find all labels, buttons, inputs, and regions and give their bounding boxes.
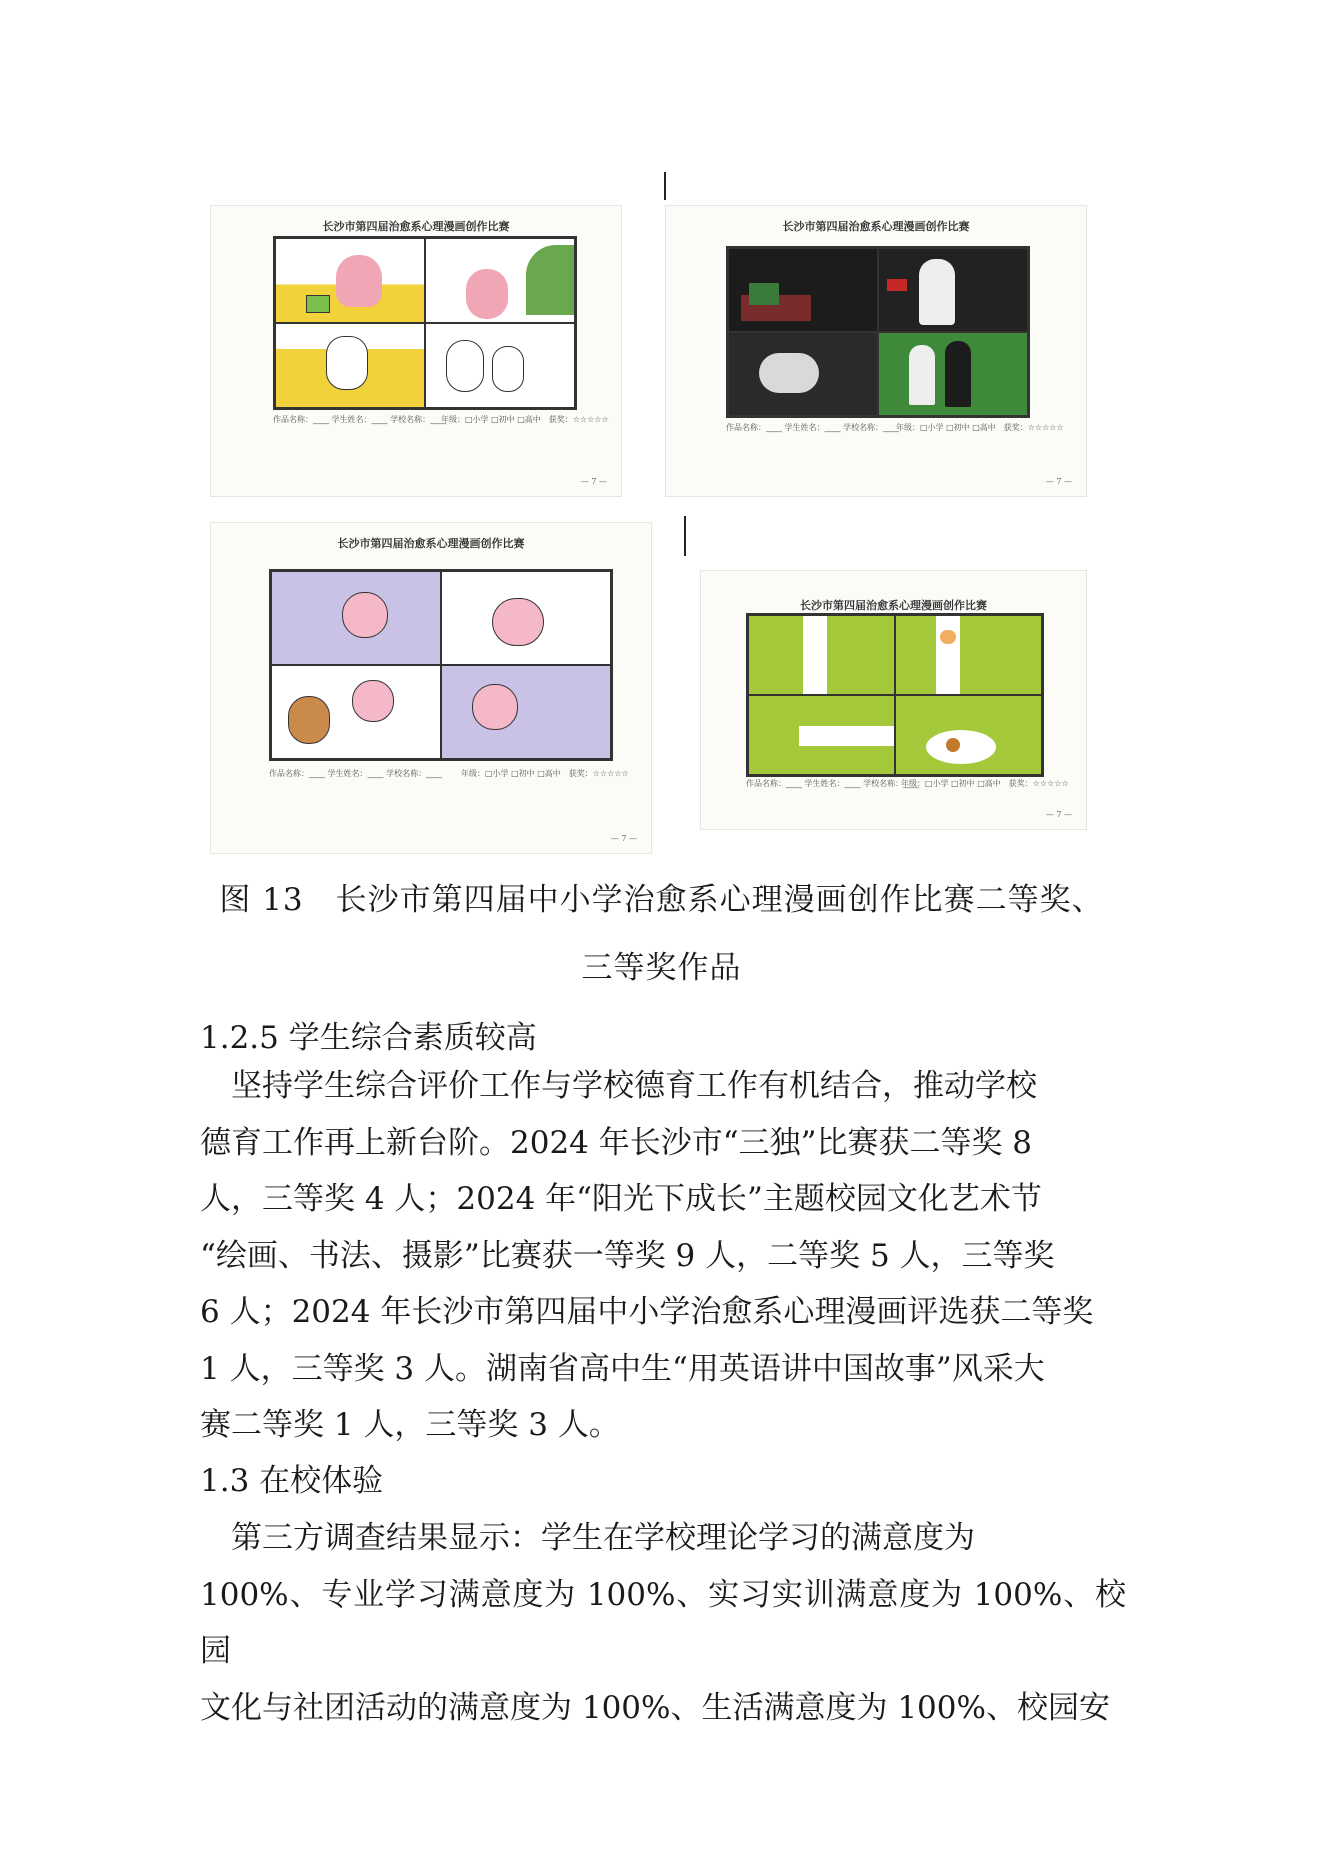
paragraph-line: 坚持学生综合评价工作与学校德育工作有机结合，推动学校: [200, 1068, 1037, 1104]
scan-divider-line: [684, 516, 686, 556]
paragraph-student-quality: [200, 1058, 1126, 1454]
comic-image-3: 长沙市第四届治愈系心理漫画创作比赛 作品名称：____ 学生姓名：____ 学校名称：____ 年级：□小学 □初中 □高中 获奖：☆☆☆☆☆ — 7 —: [210, 522, 652, 854]
paragraph-line: 1 人，三等奖 3 人。湖南省高中生“用英语讲中国故事”风采大: [200, 1350, 1045, 1387]
comic-title: 长沙市第四届治愈系心理漫画创作比赛: [800, 599, 987, 612]
paragraph-line: 赛二等奖 1 人，三等奖 3 人。: [200, 1407, 620, 1443]
paragraph-line: 6 人；2024 年长沙市第四届中小学治愈系心理漫画评选获二等奖: [200, 1294, 1094, 1330]
comic-image-2: 长沙市第四届治愈系心理漫画创作比赛 作品名称：____ 学生姓名：____ 学校名称：____ 年级：□小学 □初中 □高中 获奖：☆☆☆☆☆ — 7 —: [665, 205, 1087, 497]
comic-title: 长沙市第四届治愈系心理漫画创作比赛: [337, 537, 525, 550]
comic-title: 长沙市第四届治愈系心理漫画创作比赛: [782, 220, 970, 233]
paragraph-line: 德育工作再上新台阶。2024 年长沙市“三独”比赛获二等奖 8: [200, 1124, 1033, 1161]
paragraph-line: 文化与社团活动的满意度为 100%、生活满意度为 100%、校园安: [200, 1689, 1110, 1726]
comic-image-4: 长沙市第四届治愈系心理漫画创作比赛 作品名称：____ 学生姓名：____ 学校名称：____ 年级：□小学 □初中 □高中 获奖：☆☆☆☆☆ — 7 —: [700, 570, 1087, 830]
page-number: — 7 —: [580, 477, 607, 486]
page-number: — 7 —: [1045, 477, 1072, 486]
paragraph-line: “绘画、书法、摄影”比赛获一等奖 9 人，二等奖 5 人，三等奖: [200, 1237, 1055, 1274]
paragraph-line: 人，三等奖 4 人；2024 年“阳光下成长”主题校园文化艺术节: [200, 1181, 1042, 1217]
page-number: — 7 —: [1045, 810, 1072, 819]
figure-caption-line-1: 图 13 长沙市第四届中小学治愈系心理漫画创作比赛二等奖、: [219, 882, 1104, 918]
paragraph-school-experience: [200, 1510, 1126, 1736]
section-heading-1-3: 1.3 在校体验: [200, 1463, 384, 1499]
paragraph-line: 100%、专业学习满意度为 100%、实习实训满意度为 100%、校园: [200, 1576, 1126, 1669]
comic-image-1: 长沙市第四届治愈系心理漫画创作比赛 作品名称：____ 学生姓名：____ 学校名称：____ 年级：□小学 □初中 □高中 获奖：☆☆☆☆☆ — 7 —: [210, 205, 622, 497]
scan-divider-line: [664, 172, 666, 200]
figure-caption-line-2: 三等奖作品: [581, 950, 742, 986]
section-heading-1-2-5: 1.2.5 学生综合素质较高: [200, 1020, 537, 1056]
comic-title: 长沙市第四届治愈系心理漫画创作比赛: [322, 220, 510, 233]
paragraph-line: 第三方调查结果显示：学生在学校理论学习的满意度为: [200, 1520, 975, 1556]
page-number: — 7 —: [610, 834, 637, 843]
